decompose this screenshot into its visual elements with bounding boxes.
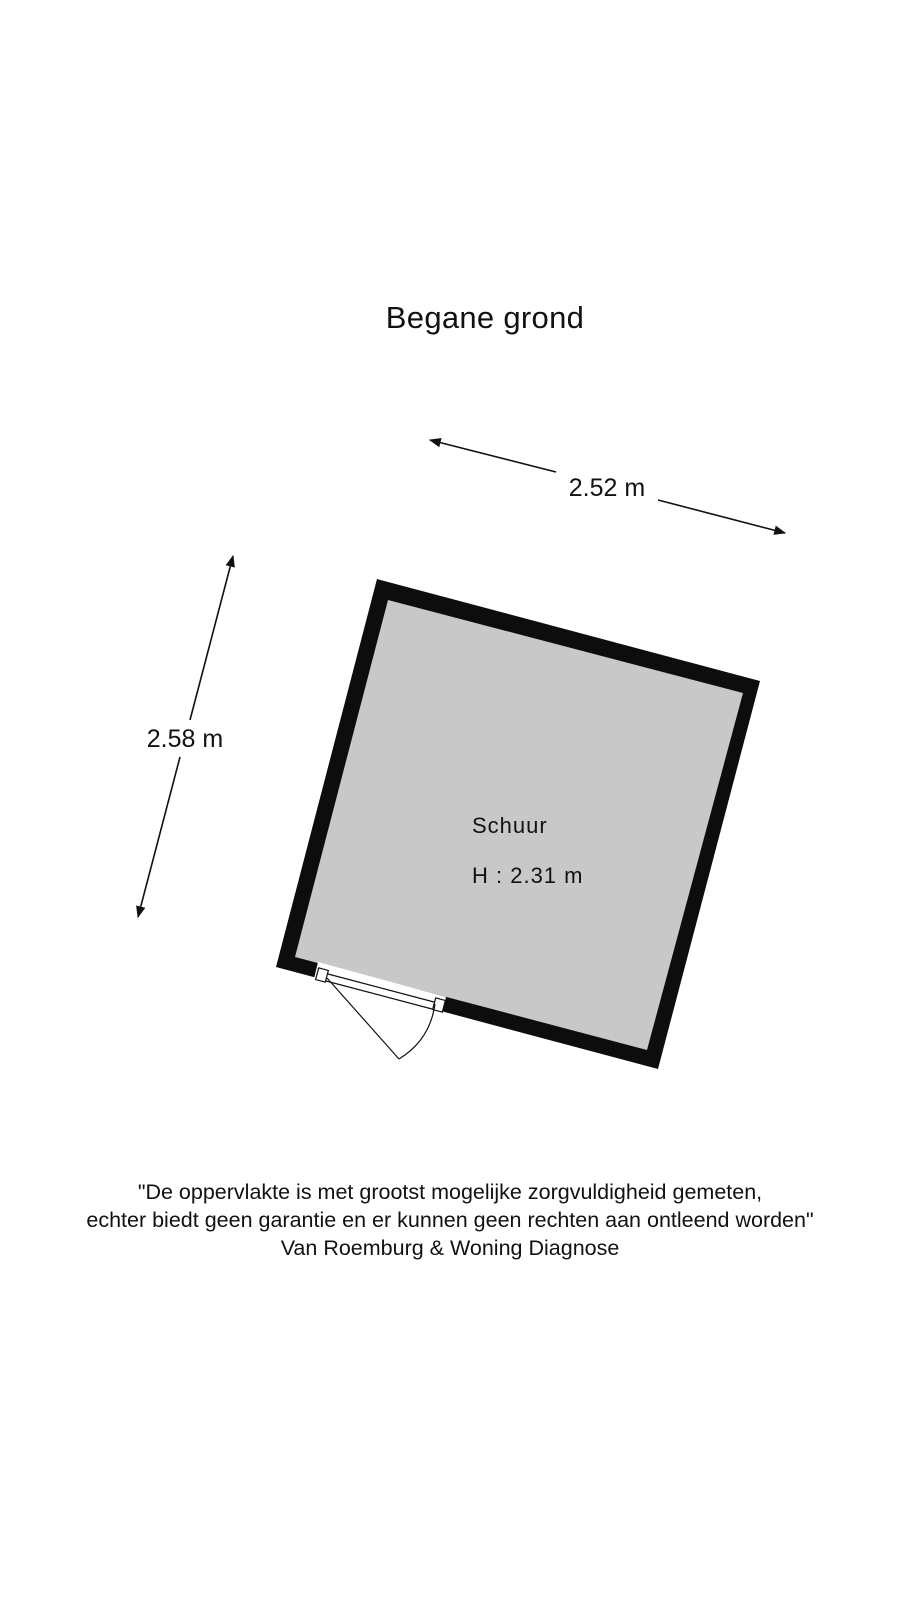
- depth-dimension-line-bottom: [138, 757, 180, 917]
- depth-dimension-label: 2.58 m: [146, 725, 224, 753]
- door-jamb-left-icon: [316, 968, 329, 982]
- depth-dimension: [138, 556, 233, 917]
- room-name: Schuur: [472, 813, 548, 838]
- room-height: H : 2.31 m: [472, 863, 584, 888]
- width-dimension-line-left: [430, 440, 556, 472]
- disclaimer-line-2: echter biedt geen garantie en er kunnen geen rechten aan ontleend worden": [86, 1208, 814, 1232]
- width-dimension: [430, 440, 785, 533]
- width-dimension-label: 2.52 m: [568, 474, 646, 502]
- disclaimer-line-3: Van Roemburg & Woning Diagnose: [280, 1236, 620, 1260]
- disclaimer: [0, 1178, 900, 1262]
- width-dimension-line-right: [658, 500, 785, 533]
- disclaimer-line-1: "De oppervlakte is met grootst mogelijke zorgvuldigheid gemeten,: [137, 1180, 763, 1204]
- floor-title: Begane grond: [385, 300, 585, 335]
- depth-dimension-line-top: [190, 556, 233, 720]
